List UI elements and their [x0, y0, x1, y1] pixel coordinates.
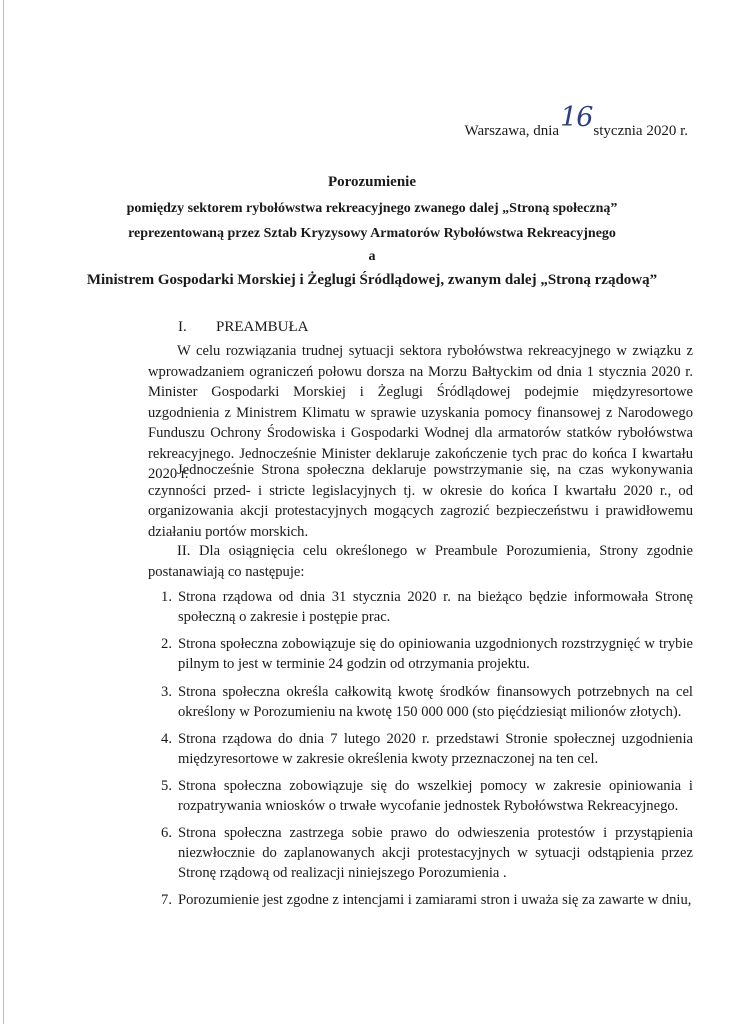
list-item [148, 890, 693, 910]
list-item [148, 823, 693, 883]
section-number: I. [178, 319, 187, 335]
list-item-text: Strona społeczna określa całkowitą kwotę środków finansowych potrzebnych na cel określony w Porozumieniu na kwotę 150 000 000 (sto pięćdziesiąt milionów złotych). [178, 684, 693, 720]
list-item-text: Strona rządowa do dnia 7 lutego 2020 r. przedstawi Stronie społecznej uzgodnienia międzyresortowe w zakresie określenia kwoty przeznaczonej na ten cel. [178, 731, 693, 767]
party-line-2: reprezentowaną przez Sztab Kryzysowy Armatorów Rybołówstwa Rekreacyjnego [128, 226, 616, 241]
handwritten-day: 16 [560, 102, 593, 133]
document-title: Porozumienie [327, 174, 417, 190]
section-two-intro: II. Dla osiągnięcia celu określonego w Preambule Porozumienia, Strony zgodnie postanawiają co następuje: [148, 543, 693, 580]
section-heading-preamble [178, 318, 309, 336]
list-item-number: 7. [161, 892, 172, 908]
date-suffix: stycznia 2020 r. [593, 123, 688, 139]
list-item [148, 587, 693, 627]
preamble-paragraph-2: Jednocześnie Strona społeczna deklaruje powstrzymanie się, na czas wykonywania czynności przed- i stricte legislacyjnych tj. w okresie do końca I kwartału 2020 r., od organizowania akcji protestacyjnych mogących zagrozić bezpieczeństwu i prawidłowemu działaniu portów morskich. [148, 462, 693, 540]
list-item [148, 634, 693, 674]
party-conjunction: a [368, 249, 376, 264]
list-item [148, 682, 693, 722]
list-item-number: 2. [161, 636, 172, 652]
dateline [0, 102, 688, 141]
list-item-text: Strona rządowa od dnia 31 stycznia 2020 r. na bieżąco będzie informowała Stronę społeczną o zakresie i postępie prac. [178, 589, 693, 625]
list-item-text: Strona społeczna zastrzega sobie prawo do odwieszenia protestów i przystąpienia niezwłocznie do zaplanowanych akcji protestacyjnych w sytuacji odstąpienia przez Stronę rządową od realizacji niniejszego Porozumienia . [178, 825, 693, 881]
section-title: PREAMBUŁA [216, 319, 309, 335]
list-item-number: 3. [161, 684, 172, 700]
list-item-number: 5. [161, 778, 172, 794]
scan-page-edge [3, 0, 4, 1024]
list-item-text: Porozumienie jest zgodne z intencjami i zamiarami stron i uważa się za zawarte w dniu, [178, 892, 692, 908]
party-line-1: pomiędzy sektorem rybołówstwa rekreacyjnego zwanego dalej „Stroną społeczną” [126, 201, 618, 216]
party-line-3: Ministrem Gospodarki Morskiej i Żeglugi Śródlądowej, zwanym dalej „Stroną rządową” [86, 272, 658, 288]
list-item [148, 729, 693, 769]
date-prefix: Warszawa, dnia [464, 123, 560, 139]
list-item-number: 1. [161, 589, 172, 605]
list-item-number: 4. [161, 731, 172, 747]
list-item-text: Strona społeczna zobowiązuje się do opiniowania uzgodnionych rozstrzygnięć w trybie pilnym to jest w terminie 24 godzin od otrzymania projektu. [178, 636, 693, 672]
list-item [148, 776, 693, 816]
list-item-text: Strona społeczna zobowiązuje się do wszelkiej pomocy w zakresie opiniowania i rozpatrywania wniosków o trwałe wycofanie jednostek Rybołówstwa Rekreacyjnego. [178, 778, 693, 814]
preamble-paragraph-1: W celu rozwiązania trudnej sytuacji sektora rybołówstwa rekreacyjnego w związku z wprowadzaniem ograniczeń połowu dorsza na Morzu Bałtyckim od dnia 1 stycznia 2020 r. Minister Gospodarki Morskiej i Żeglugi Śródlądowej podejmie międzyresortowe uzgodnienia z Ministrem Klimatu w sprawie uzyskania pomocy finansowej z Narodowego Funduszu Ochrony Środowiska i Gospodarki Wodnej dla armatorów statków rybołówstwa rekreacyjnego. Jednocześnie Minister deklaruje zakończenie tych prac do końca I kwartału 2020 r. [148, 343, 693, 482]
list-item-number: 6. [161, 825, 172, 841]
